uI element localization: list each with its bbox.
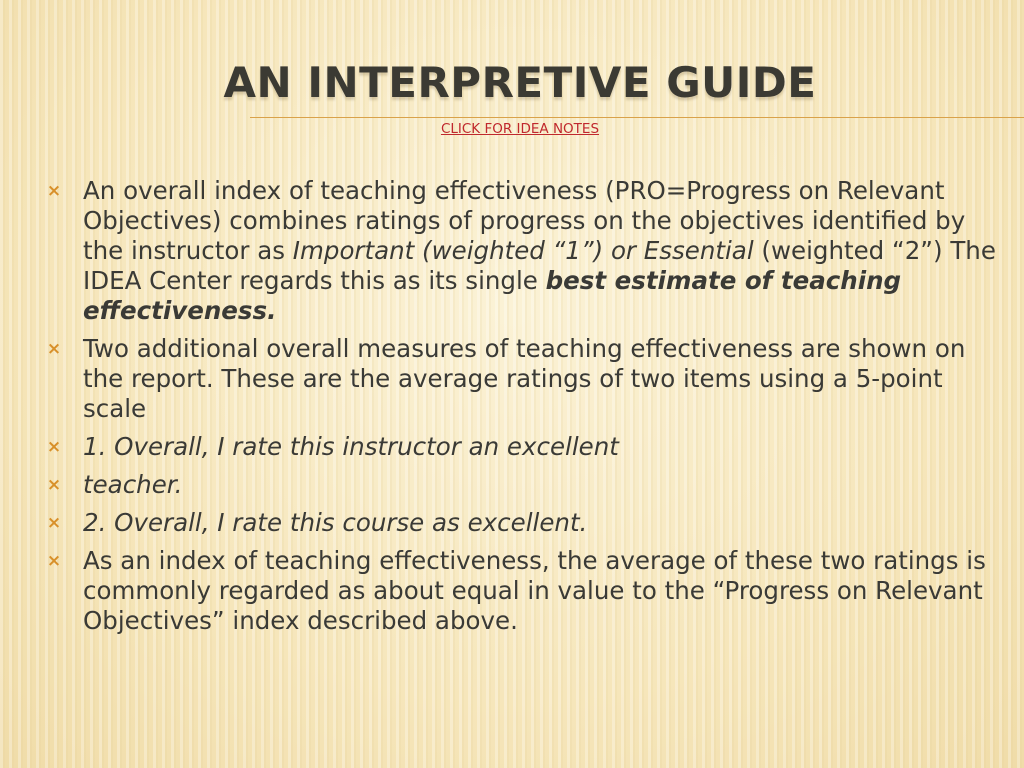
bullet-text: teacher. (83, 470, 183, 499)
bullet-x-icon: × (46, 551, 62, 571)
bullet-item (44, 546, 1004, 636)
title-divider (250, 117, 1024, 118)
bullet-x-icon: × (46, 475, 62, 495)
bullet-text: 2. Overall, I rate this course as excellent. (83, 508, 588, 537)
bullet-text-italic: Important (weighted “1”) or Essential (292, 236, 754, 265)
bullet-item (44, 508, 1004, 538)
bullet-item (44, 176, 1004, 326)
bullet-text: Two additional overall measures of teaching effectiveness are shown on the report. These are the average ratings of two items using a 5-point scale (83, 334, 966, 423)
bullet-item (44, 470, 1004, 500)
bullet-text: 1. Overall, I rate this instructor an excellent (83, 432, 619, 461)
idea-notes-link[interactable]: CLICK FOR IDEA NOTES (440, 121, 600, 137)
bullet-item (44, 334, 1004, 424)
bullet-x-icon: × (46, 181, 62, 201)
bullet-list (44, 176, 1004, 644)
bullet-text-part: An overall index of teaching effectiveness (PRO=Progress on Relevant Objectives) combines ratings of progress on the objectives identified by the instructor as (83, 176, 966, 265)
bullet-text: As an index of teaching effectiveness, the average of these two ratings is commonly regarded as about equal in value to the “Progress on Relevant Objectives” index described above. (83, 546, 986, 635)
slide-title: AN INTERPRETIVE GUIDE (223, 58, 817, 107)
bullet-x-icon: × (46, 513, 62, 533)
bullet-x-icon: × (46, 437, 62, 457)
bullet-text-emphasis: best estimate of teaching effectiveness. (83, 266, 902, 325)
bullet-text-part: (weighted “2”) The IDEA Center regards this as its single (83, 236, 996, 295)
bullet-item (44, 432, 1004, 462)
bullet-x-icon: × (46, 339, 62, 359)
bullet-text (83, 176, 996, 325)
